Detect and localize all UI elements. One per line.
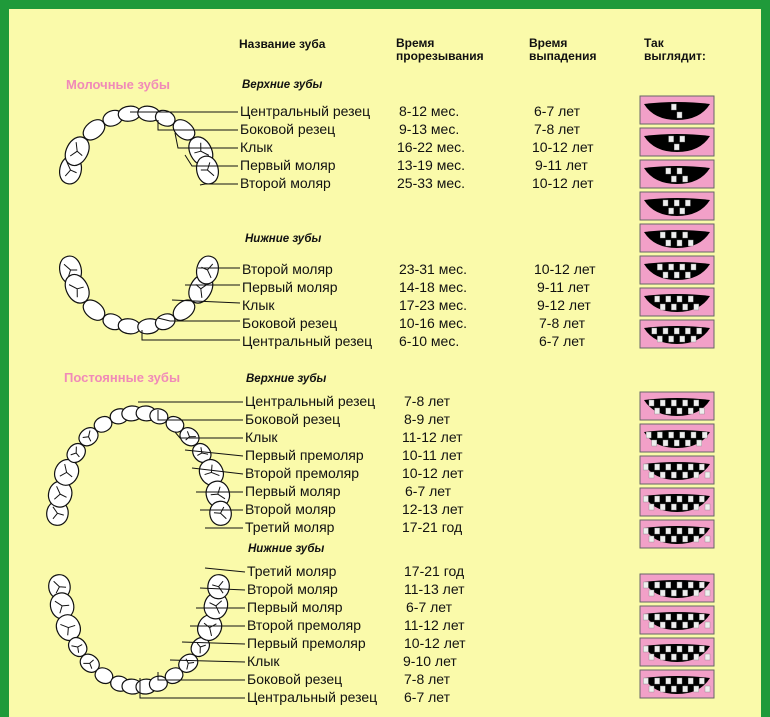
- leader-line: [200, 184, 238, 185]
- loss-time: 7-8 лет: [534, 121, 581, 137]
- tooth-name: Третий моляр: [245, 519, 335, 535]
- tooth-name: Первый моляр: [242, 279, 338, 295]
- eruption-time: 7-8 лет: [404, 671, 451, 687]
- tooth-name: Боковой резец: [240, 121, 336, 137]
- eruption-time: 17-21 год: [402, 519, 463, 535]
- permanent-section-title: Постоянные зубы: [64, 370, 181, 385]
- eruption-time: 6-7 лет: [406, 599, 453, 615]
- mouth-thumbnail: [640, 488, 714, 516]
- tooth-name: Первый моляр: [240, 157, 336, 173]
- header-looks: Так выглядит:: [644, 36, 706, 63]
- eruption-time: 10-12 лет: [402, 465, 464, 481]
- header-tooth-name: Название зуба: [239, 37, 326, 51]
- eruption-time: 13-19 мес.: [397, 157, 465, 173]
- eruption-time: 23-31 мес.: [399, 261, 467, 277]
- primary-lower-title: Нижние зубы: [245, 233, 322, 245]
- tooth-name: Боковой резец: [242, 315, 338, 331]
- mouth-thumbnail: [640, 128, 714, 156]
- eruption-time: 10-16 мес.: [399, 315, 467, 331]
- eruption-time: 6-10 мес.: [399, 333, 460, 349]
- tooth-name: Клык: [242, 297, 275, 313]
- eruption-time: 16-22 мес.: [397, 139, 465, 155]
- mouth-thumbnail: [640, 670, 714, 698]
- tooth-name: Центральный резец: [240, 103, 371, 119]
- leader-line: [205, 568, 245, 572]
- mouth-thumbnail: [640, 392, 714, 420]
- eruption-time: 10-11 лет: [402, 447, 463, 463]
- eruption-time: 12-13 лет: [402, 501, 464, 517]
- leader-line: [182, 642, 245, 644]
- loss-time: 10-12 лет: [532, 175, 594, 191]
- eruption-time: 11-12 лет: [404, 617, 465, 633]
- tooth-name: Клык: [240, 139, 273, 155]
- eruption-time: 11-13 лет: [404, 581, 465, 597]
- eruption-time: 10-12 лет: [404, 635, 466, 651]
- eruption-time: 9-10 лет: [403, 653, 457, 669]
- eruption-time: 7-8 лет: [404, 393, 451, 409]
- header-eruption: Время прорезывания: [396, 36, 484, 63]
- eruption-time: 14-18 мес.: [399, 279, 467, 295]
- eruption-time: 6-7 лет: [404, 689, 451, 705]
- permanent-lower-title: Нижние зубы: [248, 543, 325, 555]
- tooth-name: Второй премоляр: [247, 617, 361, 633]
- tooth-name: Второй моляр: [245, 501, 336, 517]
- loss-time: 6-7 лет: [534, 103, 581, 119]
- tooth-name: Второй моляр: [242, 261, 333, 277]
- mouth-thumbnail: [640, 606, 714, 634]
- mouth-thumbnail: [640, 320, 714, 348]
- eruption-time: 17-23 мес.: [399, 297, 467, 313]
- tooth-name: Центральный резец: [242, 333, 373, 349]
- tooth-name: Первый премоляр: [245, 447, 364, 463]
- mouth-thumbnail: [640, 456, 714, 484]
- eruption-time: 8-9 лет: [404, 411, 451, 427]
- tooth-name: Третий моляр: [247, 563, 337, 579]
- tooth-name: Центральный резец: [247, 689, 378, 705]
- eruption-time: 8-12 мес.: [399, 103, 460, 119]
- eruption-time: 25-33 мес.: [397, 175, 465, 191]
- eruption-time: 9-13 мес.: [399, 121, 460, 137]
- mouth-thumbnail: [640, 574, 714, 602]
- loss-time: 7-8 лет: [539, 315, 586, 331]
- mouth-thumbnail: [640, 638, 714, 666]
- mouth-thumbnail: [640, 424, 714, 452]
- tooth-name: Боковой резец: [245, 411, 341, 427]
- eruption-time: 6-7 лет: [405, 483, 452, 499]
- tooth-name: Боковой резец: [247, 671, 343, 687]
- primary-section-title: Молочные зубы: [66, 77, 170, 92]
- primary-upper-title: Верхние зубы: [242, 79, 323, 91]
- mouth-thumbnail: [640, 192, 714, 220]
- eruption-time: 17-21 год: [404, 563, 465, 579]
- tooth-name: Клык: [247, 653, 280, 669]
- loss-time: 6-7 лет: [539, 333, 586, 349]
- tooth-name: Первый премоляр: [247, 635, 366, 651]
- mouth-thumbnail: [640, 160, 714, 188]
- loss-time: 9-11 лет: [535, 157, 588, 173]
- loss-time: 10-12 лет: [534, 261, 596, 277]
- header-loss: Время выпадения: [529, 36, 597, 63]
- tooth-name: Второй моляр: [247, 581, 338, 597]
- tooth-name: Первый моляр: [247, 599, 343, 615]
- eruption-time: 11-12 лет: [402, 429, 463, 445]
- mouth-thumbnail: [640, 224, 714, 252]
- loss-time: 9-12 лет: [537, 297, 591, 313]
- tooth-name: Первый моляр: [245, 483, 341, 499]
- loss-time: 9-11 лет: [537, 279, 590, 295]
- tooth-name: Клык: [245, 429, 278, 445]
- mouth-thumbnail: [640, 256, 714, 284]
- tooth-name: Центральный резец: [245, 393, 376, 409]
- permanent-upper-title: Верхние зубы: [246, 373, 327, 385]
- tooth-name: Второй моляр: [240, 175, 331, 191]
- tooth-name: Второй премоляр: [245, 465, 359, 481]
- mouth-thumbnail: [640, 520, 714, 548]
- mouth-thumbnail: [640, 96, 714, 124]
- mouth-thumbnail: [640, 288, 714, 316]
- loss-time: 10-12 лет: [532, 139, 594, 155]
